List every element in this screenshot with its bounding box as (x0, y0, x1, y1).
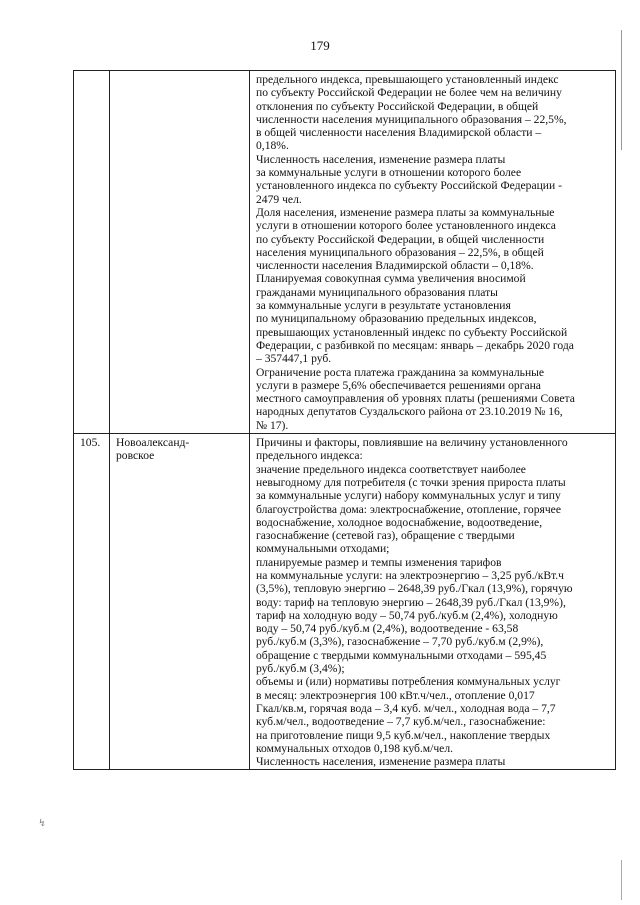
text-line: Гкал/кв.м, горячая вода – 3,4 куб. м/чел., холодная вода – 7,7 (256, 701, 556, 715)
text-line: воду: тариф на тепловую энергию – 2648,39 руб./Гкал (13,9%), (256, 595, 566, 609)
text-line: численности населения муниципального образования – 22,5%, (256, 112, 567, 126)
municipality-cell (110, 71, 250, 434)
text-line: за коммунальные услуги в результате установления (256, 299, 511, 313)
text-line: Причины и факторы, повлиявшие на величину установленного (256, 436, 568, 450)
text-line: 0,18%. (256, 139, 289, 153)
text-line: Планируемая совокупная сумма увеличения вносимой (256, 272, 526, 286)
text-line: обращение с твердыми коммунальными отходами – 595,45 (256, 648, 547, 662)
text-line: в общей численности населения Владимирской области – (256, 126, 542, 140)
text-line: народных депутатов Суздальского района от 23.10.2019 № 16, (256, 405, 563, 419)
page-number: 179 (310, 38, 330, 53)
text-line: № 17). (256, 418, 289, 432)
row-number-cell: 105. (74, 434, 110, 770)
text-line: коммунальными отходами; (256, 542, 390, 556)
text-line: услуги в отношении которого более установленного индекса (256, 219, 556, 233)
text-line: коммунальных отходов 0,198 куб.м/чел. (256, 741, 454, 755)
text-line: по субъекту Российской Федерации не более чем на величину (256, 86, 562, 100)
text-line: гражданами муниципального образования платы (256, 285, 498, 299)
text-line: руб./куб.м (3,4%); (256, 662, 345, 676)
text-line: планируемые размер и темпы изменения тарифов (256, 555, 502, 569)
text-line: значение предельного индекса соответствует наиболее (256, 462, 526, 476)
text-line: местного самоуправления об уровнях платы (решениями Совета (256, 392, 575, 406)
text-line: Ограничение роста платежа гражданина за коммунальные (256, 365, 545, 379)
description-cell (250, 434, 616, 770)
text-line: газоснабжение (сетевой газ), обращение с твердыми (256, 529, 515, 543)
municipal-index-table (73, 70, 616, 770)
text-line: установленного индекса по субъекту Российской Федерации - (256, 179, 562, 193)
scan-mark: ↯ (38, 818, 47, 829)
text-line: невыгодному для потребителя (с точки зрения прироста платы (256, 475, 566, 489)
text-line: на приготовление пищи 9,5 куб.м/чел., накопление твердых (256, 728, 551, 742)
text-line: руб./куб.м (3,3%), газоснабжение – 7,70 руб./куб.м (2,9%), (256, 635, 544, 649)
text-line: Численность населения, изменение размера платы (256, 152, 506, 166)
text-line: за коммунальные услуги) набору коммунальных услуг и типу (256, 489, 561, 503)
text-line: численности населения Владимирской области – 0,18%. (256, 259, 534, 273)
text-line: населения муниципального образования – 22,5%, в общей (256, 245, 544, 259)
municipality-name-line: ровское (116, 449, 155, 463)
text-line: воду – 50,74 руб./куб.м (2,4%), водоотведение - 63,58 (256, 622, 519, 636)
text-line: Доля населения, изменение размера платы за коммунальные (256, 205, 555, 219)
text-line: объемы и (или) нормативы потребления коммунальных услуг (256, 675, 561, 689)
text-line: в месяц: электроэнергия 100 кВт.ч/чел., отопление 0,017 (256, 688, 535, 702)
row-number-cell (74, 71, 110, 434)
text-line: куб.м/чел., водоотведение – 7,7 куб.м/чел., газоснабжение: (256, 715, 546, 729)
text-line: – 357447,1 руб. (256, 352, 332, 366)
table-row-continued (74, 71, 616, 434)
text-line: Численность населения, изменение размера платы (256, 755, 506, 769)
municipality-name-line: Новоалександ- (116, 436, 190, 450)
text-line: предельного индекса: (256, 449, 363, 463)
text-line: по субъекту Российской Федерации, в общей численности (256, 232, 545, 246)
text-line: за коммунальные услуги в отношении которого более (256, 166, 522, 180)
text-line: Федерации, с разбивкой по месяцам: январь – декабрь 2020 года (256, 338, 574, 352)
scan-edge-line (621, 30, 622, 150)
text-line: на коммунальные услуги: на электроэнергию – 3,25 руб./кВт.ч (256, 568, 564, 582)
table-row-105 (74, 434, 616, 770)
scan-edge-line (621, 860, 622, 900)
text-line: (3,5%), тепловую энергию – 2648,39 руб./Гкал (13,9%), горячую (256, 582, 573, 596)
description-cell (250, 71, 616, 434)
text-line: предельного индекса, превышающего установленный индекс (256, 73, 559, 86)
text-line: отклонения по субъекту Российской Федерации, в общей (256, 99, 539, 113)
municipality-cell (110, 434, 250, 770)
text-line: водоснабжение, холодное водоснабжение, водоотведение, (256, 515, 543, 529)
text-line: превышающих установленный индекс по субъекту Российской (256, 325, 568, 339)
text-line: услуги в размере 5,6% обеспечивается решениями органа (256, 378, 541, 392)
text-line: 2479 чел. (256, 192, 302, 206)
text-line: тариф на холодную воду – 50,74 руб./куб.м (2,4%), холодную (256, 608, 558, 622)
text-line: по муниципальному образованию предельных индексов, (256, 312, 537, 326)
text-line: благоустройства дома: электроснабжение, отопление, горячее (256, 502, 561, 516)
